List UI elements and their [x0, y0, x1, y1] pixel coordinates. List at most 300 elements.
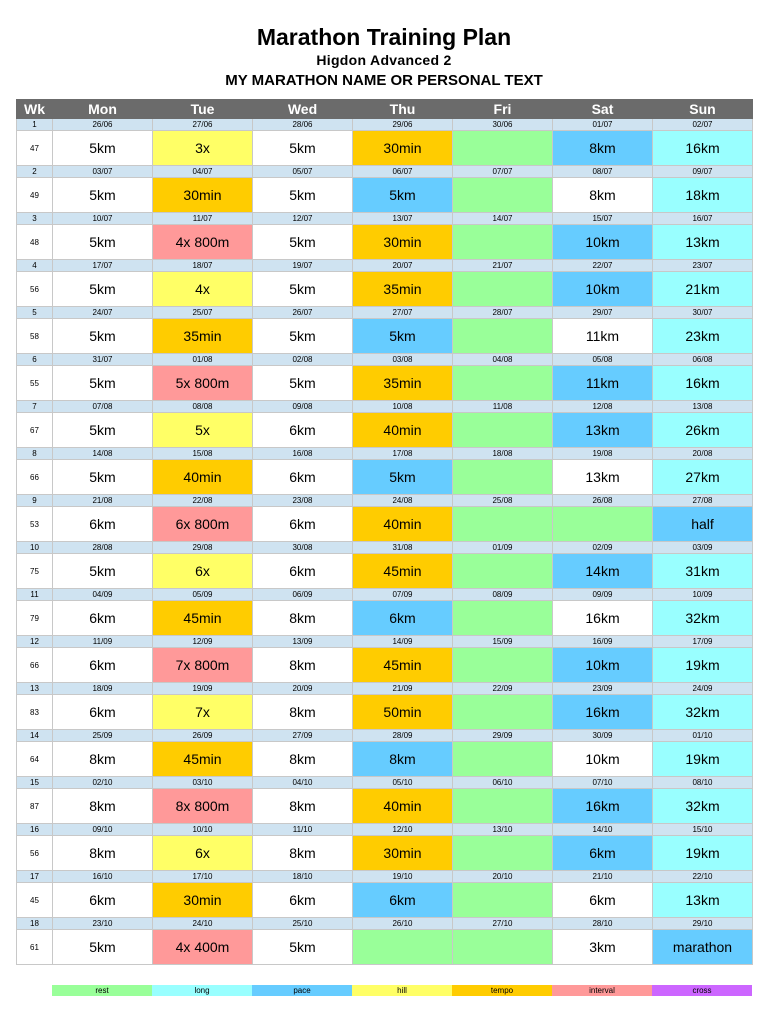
week-total: 48: [17, 225, 53, 260]
header-sat: Sat: [553, 100, 653, 119]
workout-cell-long: 13km: [653, 883, 753, 918]
header-wed: Wed: [253, 100, 353, 119]
workout-cell-rest: [453, 413, 553, 448]
header-row: [17, 100, 753, 119]
date-cell: 09/08: [253, 401, 353, 413]
workout-row: [17, 131, 753, 166]
date-cell: 12/09: [153, 636, 253, 648]
workout-cell-pace: 6km: [553, 836, 653, 871]
date-cell: 02/08: [253, 354, 353, 366]
date-cell: 31/08: [353, 542, 453, 554]
date-cell: 05/10: [353, 777, 453, 789]
date-cell: 14/07: [453, 213, 553, 225]
workout-cell-long: 19km: [653, 648, 753, 683]
date-cell: 21/08: [53, 495, 153, 507]
date-row: [17, 871, 753, 883]
workout-row: [17, 648, 753, 683]
workout-cell-plain: 5km: [53, 178, 153, 213]
workout-cell-hill: 6x: [153, 836, 253, 871]
week-number: 7: [17, 401, 53, 413]
workout-cell-tempo: 40min: [353, 789, 453, 824]
workout-cell-plain: 6km: [53, 695, 153, 730]
workout-cell-interval: 7x 800m: [153, 648, 253, 683]
date-cell: 08/09: [453, 589, 553, 601]
plan-body: [17, 119, 753, 965]
workout-cell-pace: half: [653, 507, 753, 542]
workout-cell-plain: 6km: [253, 413, 353, 448]
date-row: [17, 448, 753, 460]
workout-cell-tempo: 30min: [153, 883, 253, 918]
date-cell: 27/07: [353, 307, 453, 319]
date-cell: 11/10: [253, 824, 353, 836]
workout-cell-pace: 10km: [553, 648, 653, 683]
date-cell: 21/09: [353, 683, 453, 695]
workout-cell-plain: 6km: [53, 507, 153, 542]
workout-cell-plain: 6km: [253, 883, 353, 918]
date-cell: 24/09: [653, 683, 753, 695]
week-number: 6: [17, 354, 53, 366]
week-total: 79: [17, 601, 53, 636]
header-sun: Sun: [653, 100, 753, 119]
workout-cell-rest: [453, 131, 553, 166]
workout-cell-plain: 11km: [553, 319, 653, 354]
date-cell: 29/06: [353, 119, 453, 131]
date-cell: 28/09: [353, 730, 453, 742]
workout-cell-hill: 5x: [153, 413, 253, 448]
workout-cell-rest: [453, 225, 553, 260]
workout-cell-tempo: 30min: [353, 131, 453, 166]
legend-hill: hill: [352, 985, 452, 996]
plan-subtitle: Higdon Advanced 2: [316, 52, 452, 68]
date-cell: 11/07: [153, 213, 253, 225]
week-total: 66: [17, 460, 53, 495]
date-cell: 30/06: [453, 119, 553, 131]
workout-cell-plain: 8km: [553, 178, 653, 213]
date-cell: 26/10: [353, 918, 453, 930]
workout-cell-tempo: 30min: [353, 836, 453, 871]
workout-cell-rest: [453, 507, 553, 542]
workout-row: [17, 883, 753, 918]
week-number: 14: [17, 730, 53, 742]
header-fri: Fri: [453, 100, 553, 119]
workout-cell-plain: 8km: [253, 742, 353, 777]
date-cell: 18/10: [253, 871, 353, 883]
date-cell: 05/08: [553, 354, 653, 366]
workout-cell-long: 32km: [653, 695, 753, 730]
date-cell: 14/10: [553, 824, 653, 836]
workout-row: [17, 930, 753, 965]
workout-cell-plain: 5km: [253, 930, 353, 965]
workout-cell-rest: [453, 695, 553, 730]
date-row: [17, 918, 753, 930]
week-total: 53: [17, 507, 53, 542]
date-cell: 16/08: [253, 448, 353, 460]
date-row: [17, 777, 753, 789]
date-cell: 01/08: [153, 354, 253, 366]
date-cell: 25/08: [453, 495, 553, 507]
workout-cell-pace: 16km: [553, 789, 653, 824]
date-cell: 24/08: [353, 495, 453, 507]
date-row: [17, 495, 753, 507]
workout-cell-pace: 13km: [553, 413, 653, 448]
date-cell: 10/08: [353, 401, 453, 413]
workout-cell-rest: [453, 178, 553, 213]
date-cell: 19/08: [553, 448, 653, 460]
date-cell: 16/10: [53, 871, 153, 883]
workout-cell-pace: 14km: [553, 554, 653, 589]
header-tue: Tue: [153, 100, 253, 119]
workout-cell-long: 26km: [653, 413, 753, 448]
date-cell: 01/10: [653, 730, 753, 742]
date-cell: 04/08: [453, 354, 553, 366]
week-number: 10: [17, 542, 53, 554]
week-total: 67: [17, 413, 53, 448]
date-cell: 13/08: [653, 401, 753, 413]
week-number: 18: [17, 918, 53, 930]
week-number: 15: [17, 777, 53, 789]
workout-cell-interval: 8x 800m: [153, 789, 253, 824]
date-row: [17, 401, 753, 413]
workout-cell-plain: 8km: [53, 789, 153, 824]
workout-row: [17, 789, 753, 824]
date-cell: 05/07: [253, 166, 353, 178]
workout-cell-plain: 5km: [53, 131, 153, 166]
legend-tempo: tempo: [452, 985, 552, 996]
workout-cell-hill: 3x: [153, 131, 253, 166]
workout-cell-pace: 6km: [353, 883, 453, 918]
date-cell: 30/08: [253, 542, 353, 554]
workout-cell-interval: 5x 800m: [153, 366, 253, 401]
date-cell: 07/08: [53, 401, 153, 413]
workout-cell-plain: 5km: [53, 319, 153, 354]
workout-cell-rest: [453, 883, 553, 918]
date-cell: 28/06: [253, 119, 353, 131]
date-cell: 25/10: [253, 918, 353, 930]
date-cell: 02/09: [553, 542, 653, 554]
date-cell: 22/07: [553, 260, 653, 272]
week-number: 16: [17, 824, 53, 836]
workout-cell-plain: 5km: [253, 272, 353, 307]
workout-cell-plain: 6km: [253, 507, 353, 542]
workout-cell-pace: 8km: [553, 131, 653, 166]
date-row: [17, 636, 753, 648]
workout-cell-plain: 8km: [253, 648, 353, 683]
date-cell: 17/08: [353, 448, 453, 460]
date-cell: 08/10: [653, 777, 753, 789]
date-cell: 19/07: [253, 260, 353, 272]
legend-cross: cross: [652, 985, 752, 996]
workout-row: [17, 554, 753, 589]
workout-cell-plain: 5km: [253, 319, 353, 354]
workout-cell-long: 16km: [653, 366, 753, 401]
date-cell: 19/09: [153, 683, 253, 695]
date-cell: 08/07: [553, 166, 653, 178]
week-total: 87: [17, 789, 53, 824]
workout-cell-pace: 11km: [553, 366, 653, 401]
date-cell: 14/09: [353, 636, 453, 648]
workout-cell-plain: 13km: [553, 460, 653, 495]
workout-cell-pace: 8km: [353, 742, 453, 777]
legend: [52, 985, 752, 996]
workout-cell-tempo: 45min: [353, 648, 453, 683]
workout-row: [17, 366, 753, 401]
date-row: [17, 260, 753, 272]
date-row: [17, 213, 753, 225]
workout-cell-long: 31km: [653, 554, 753, 589]
workout-row: [17, 460, 753, 495]
workout-cell-long: 19km: [653, 742, 753, 777]
workout-cell-rest: [453, 601, 553, 636]
date-cell: 15/10: [653, 824, 753, 836]
date-cell: 23/09: [553, 683, 653, 695]
legend-interval: interval: [552, 985, 652, 996]
workout-cell-plain: 5km: [53, 460, 153, 495]
legend-rest: rest: [52, 985, 152, 996]
date-cell: 27/06: [153, 119, 253, 131]
date-row: [17, 683, 753, 695]
workout-cell-plain: 6km: [53, 601, 153, 636]
workout-cell-plain: 8km: [53, 836, 153, 871]
workout-cell-plain: 5km: [53, 272, 153, 307]
workout-cell-tempo: 40min: [353, 507, 453, 542]
page-title: Marathon Training Plan: [256, 24, 512, 50]
date-cell: 28/10: [553, 918, 653, 930]
workout-cell-tempo: 40min: [353, 413, 453, 448]
workout-cell-long: 19km: [653, 836, 753, 871]
workout-cell-plain: 6km: [553, 883, 653, 918]
workout-cell-long: 27km: [653, 460, 753, 495]
workout-cell-plain: 6km: [53, 648, 153, 683]
workout-cell-plain: 10km: [553, 742, 653, 777]
date-cell: 21/10: [553, 871, 653, 883]
workout-cell-pace: 10km: [553, 272, 653, 307]
workout-cell-tempo: 35min: [353, 366, 453, 401]
week-number: 9: [17, 495, 53, 507]
week-total: 75: [17, 554, 53, 589]
week-total: 56: [17, 272, 53, 307]
date-cell: 23/07: [653, 260, 753, 272]
date-row: [17, 589, 753, 601]
date-row: [17, 166, 753, 178]
date-cell: 29/10: [653, 918, 753, 930]
workout-cell-long: 13km: [653, 225, 753, 260]
workout-cell-pace: 6km: [353, 601, 453, 636]
workout-cell-tempo: 30min: [353, 225, 453, 260]
date-cell: 17/09: [653, 636, 753, 648]
date-cell: 18/09: [53, 683, 153, 695]
date-cell: 22/08: [153, 495, 253, 507]
workout-cell-tempo: 40min: [153, 460, 253, 495]
week-total: 58: [17, 319, 53, 354]
date-cell: 23/10: [53, 918, 153, 930]
workout-row: [17, 601, 753, 636]
week-total: 45: [17, 883, 53, 918]
date-row: [17, 730, 753, 742]
date-cell: 15/08: [153, 448, 253, 460]
date-cell: 27/09: [253, 730, 353, 742]
date-cell: 07/10: [553, 777, 653, 789]
workout-cell-plain: 5km: [253, 225, 353, 260]
workout-cell-plain: 8km: [253, 601, 353, 636]
week-number: 5: [17, 307, 53, 319]
legend-row: [52, 985, 752, 996]
week-number: 3: [17, 213, 53, 225]
date-row: [17, 542, 753, 554]
workout-cell-pace: 16km: [553, 695, 653, 730]
workout-cell-tempo: 30min: [153, 178, 253, 213]
workout-cell-rest: [453, 460, 553, 495]
workout-cell-long: 32km: [653, 601, 753, 636]
workout-row: [17, 225, 753, 260]
workout-cell-tempo: 35min: [353, 272, 453, 307]
date-cell: 31/07: [53, 354, 153, 366]
date-cell: 15/09: [453, 636, 553, 648]
workout-cell-plain: 5km: [53, 554, 153, 589]
date-cell: 30/07: [653, 307, 753, 319]
date-row: [17, 824, 753, 836]
workout-cell-rest: [353, 930, 453, 965]
week-total: 56: [17, 836, 53, 871]
date-cell: 19/10: [353, 871, 453, 883]
date-cell: 24/07: [53, 307, 153, 319]
date-cell: 20/08: [653, 448, 753, 460]
date-cell: 13/07: [353, 213, 453, 225]
date-cell: 03/10: [153, 777, 253, 789]
workout-cell-rest: [453, 742, 553, 777]
date-cell: 09/09: [553, 589, 653, 601]
date-cell: 20/10: [453, 871, 553, 883]
date-cell: 07/09: [353, 589, 453, 601]
date-cell: 26/08: [553, 495, 653, 507]
workout-row: [17, 695, 753, 730]
workout-cell-tempo: 45min: [153, 742, 253, 777]
workout-cell-long: 21km: [653, 272, 753, 307]
date-cell: 27/10: [453, 918, 553, 930]
date-cell: 26/09: [153, 730, 253, 742]
workout-cell-tempo: 35min: [153, 319, 253, 354]
workout-row: [17, 413, 753, 448]
legend-pace: pace: [252, 985, 352, 996]
date-cell: 09/07: [653, 166, 753, 178]
week-total: 83: [17, 695, 53, 730]
date-cell: 03/08: [353, 354, 453, 366]
date-cell: 27/08: [653, 495, 753, 507]
date-cell: 02/10: [53, 777, 153, 789]
week-total: 61: [17, 930, 53, 965]
workout-row: [17, 272, 753, 307]
workout-cell-plain: 5km: [53, 225, 153, 260]
workout-cell-rest: [453, 272, 553, 307]
workout-cell-interval: 4x 400m: [153, 930, 253, 965]
date-cell: 22/10: [653, 871, 753, 883]
date-cell: 26/07: [253, 307, 353, 319]
date-cell: 25/07: [153, 307, 253, 319]
workout-cell-rest: [453, 836, 553, 871]
week-total: 47: [17, 131, 53, 166]
workout-cell-plain: 5km: [53, 413, 153, 448]
workout-cell-plain: 8km: [53, 742, 153, 777]
workout-cell-pace: 5km: [353, 319, 453, 354]
workout-cell-plain: 5km: [53, 366, 153, 401]
date-cell: 16/07: [653, 213, 753, 225]
workout-cell-long: 23km: [653, 319, 753, 354]
date-cell: 10/10: [153, 824, 253, 836]
date-cell: 02/07: [653, 119, 753, 131]
date-cell: 28/08: [53, 542, 153, 554]
personal-text: MY MARATHON NAME OR PERSONAL TEXT: [225, 72, 543, 89]
workout-cell-interval: 4x 800m: [153, 225, 253, 260]
workout-cell-plain: 8km: [253, 836, 353, 871]
date-cell: 01/07: [553, 119, 653, 131]
week-number: 11: [17, 589, 53, 601]
date-cell: 29/07: [553, 307, 653, 319]
header-thu: Thu: [353, 100, 453, 119]
date-cell: 12/07: [253, 213, 353, 225]
date-cell: 06/08: [653, 354, 753, 366]
workout-row: [17, 742, 753, 777]
date-cell: 30/09: [553, 730, 653, 742]
date-cell: 01/09: [453, 542, 553, 554]
date-cell: 13/10: [453, 824, 553, 836]
week-number: 8: [17, 448, 53, 460]
week-total: 66: [17, 648, 53, 683]
date-cell: 06/07: [353, 166, 453, 178]
date-cell: 07/07: [453, 166, 553, 178]
workout-cell-tempo: 50min: [353, 695, 453, 730]
workout-cell-rest: [453, 554, 553, 589]
workout-cell-plain: 6km: [53, 883, 153, 918]
workout-cell-hill: 7x: [153, 695, 253, 730]
week-number: 1: [17, 119, 53, 131]
workout-cell-plain: 5km: [253, 366, 353, 401]
legend-long: long: [152, 985, 252, 996]
workout-cell-tempo: 45min: [153, 601, 253, 636]
date-cell: 09/10: [53, 824, 153, 836]
date-cell: 04/07: [153, 166, 253, 178]
date-cell: 03/07: [53, 166, 153, 178]
workout-cell-pace: marathon: [653, 930, 753, 965]
workout-cell-pace: 10km: [553, 225, 653, 260]
date-cell: 11/08: [453, 401, 553, 413]
training-plan-table: [16, 99, 753, 965]
date-cell: 06/10: [453, 777, 553, 789]
workout-row: [17, 319, 753, 354]
date-row: [17, 307, 753, 319]
date-cell: 22/09: [453, 683, 553, 695]
date-cell: 28/07: [453, 307, 553, 319]
workout-cell-plain: 6km: [253, 460, 353, 495]
workout-cell-rest: [453, 319, 553, 354]
date-cell: 04/10: [253, 777, 353, 789]
date-cell: 16/09: [553, 636, 653, 648]
date-cell: 29/08: [153, 542, 253, 554]
date-cell: 10/09: [653, 589, 753, 601]
date-row: [17, 119, 753, 131]
header-mon: Mon: [53, 100, 153, 119]
date-cell: 03/09: [653, 542, 753, 554]
week-number: 4: [17, 260, 53, 272]
workout-cell-long: 16km: [653, 131, 753, 166]
workout-cell-plain: 3km: [553, 930, 653, 965]
date-cell: 11/09: [53, 636, 153, 648]
workout-row: [17, 507, 753, 542]
workout-cell-rest: [453, 366, 553, 401]
date-cell: 24/10: [153, 918, 253, 930]
workout-cell-plain: 16km: [553, 601, 653, 636]
workout-cell-pace: 5km: [353, 460, 453, 495]
week-total: 55: [17, 366, 53, 401]
workout-cell-plain: 8km: [253, 695, 353, 730]
